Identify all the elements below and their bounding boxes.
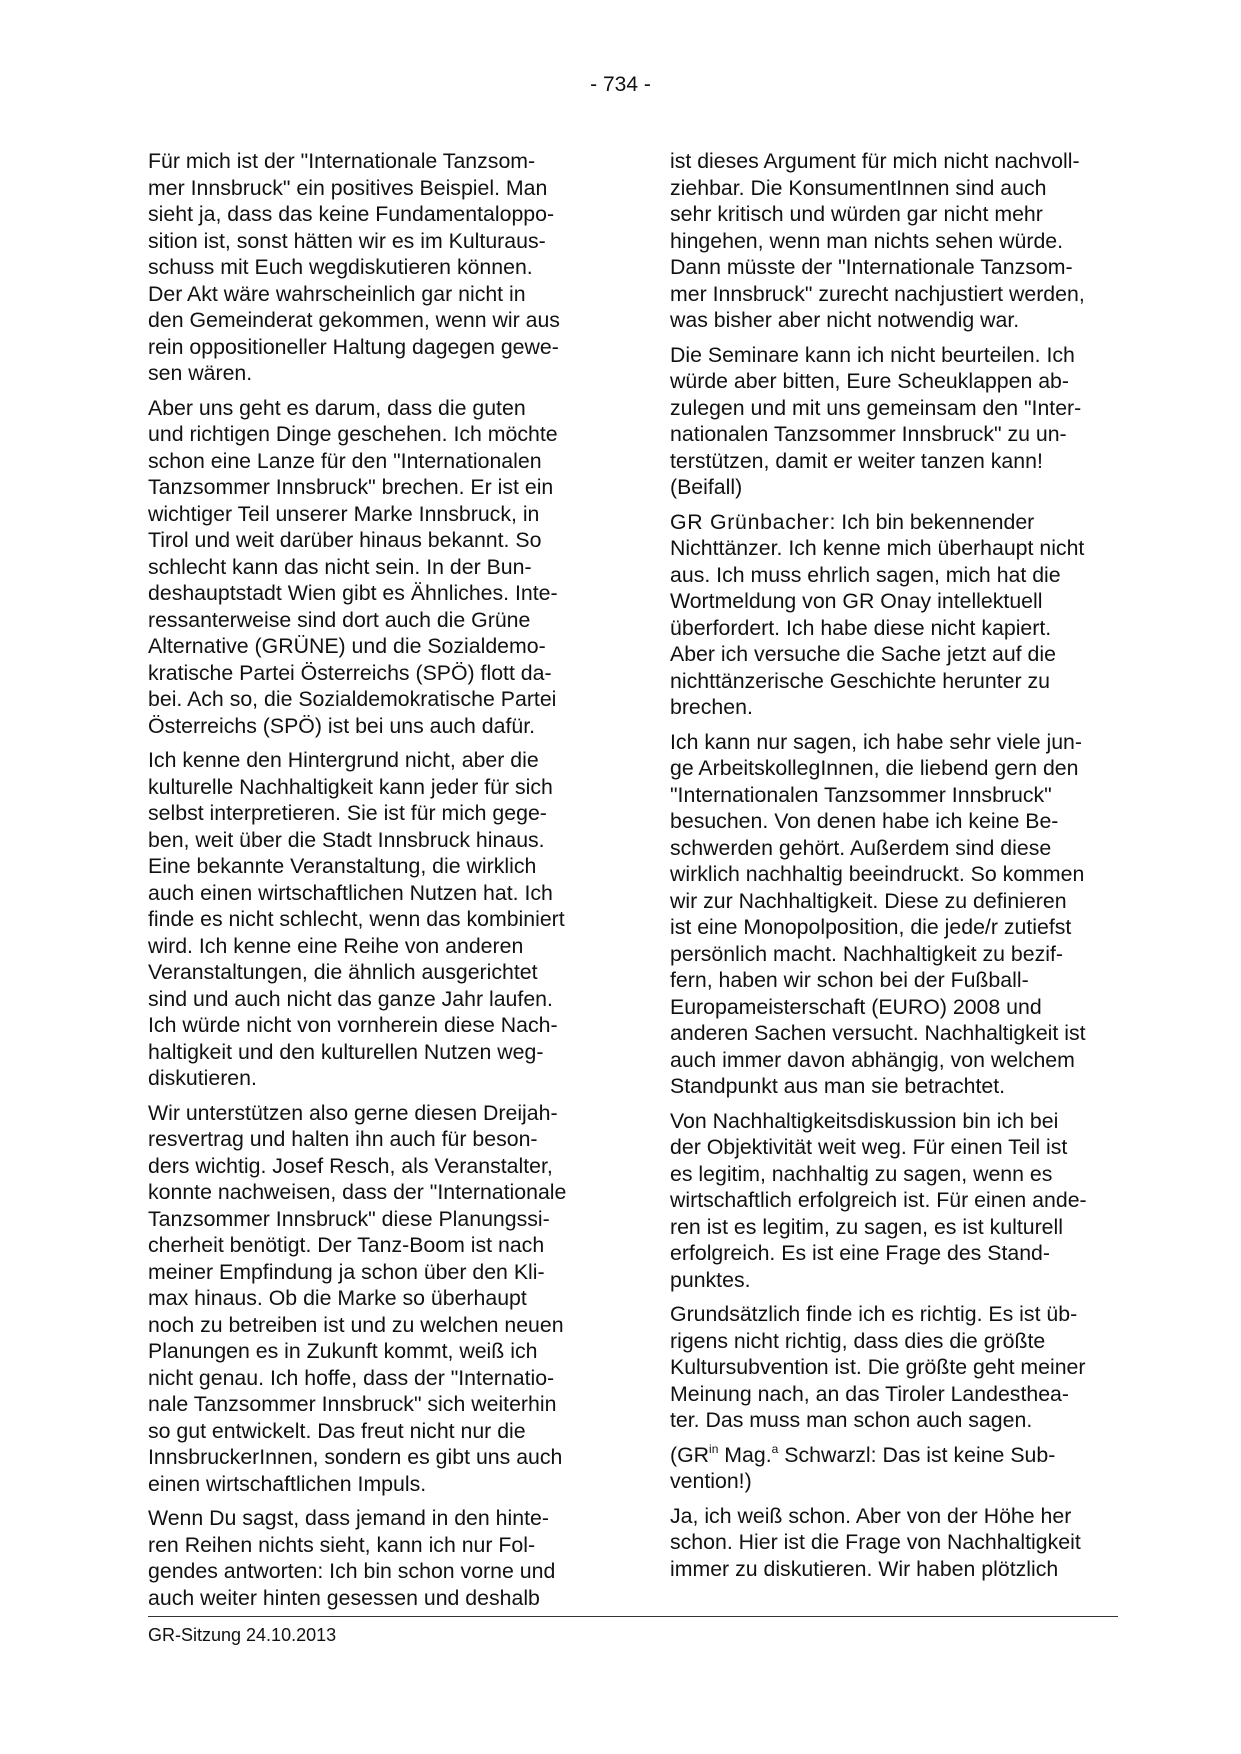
paragraph: ist dieses Argument für mich nicht nachvoll- ziehbar. Die KonsumentInnen sind auch sehr kritisch und würden gar nicht mehr hingehen, wenn man nichts sehen würde. Dann müsste der "Internationale Tanzsom- mer Innsbruck" zurecht nachjustiert werden, was bisher aber nicht notwendig war. — [670, 149, 1085, 332]
paragraph: Wenn Du sagst, dass jemand in den hinte- ren Reihen nichts sieht, kann ich nur Fol- gendes antworten: Ich bin schon vorne und auch weiter hinten gesessen und deshalb — [148, 1506, 556, 1610]
footer-text: GR-Sitzung 24.10.2013 — [148, 1625, 337, 1645]
paragraph: Aber uns geht es darum, dass die guten und richtigen Dinge geschehen. Ich möchte schon eine Lanze für den "Internationalen Tanzsommer Innsbruck" brechen. Er ist ein wichtiger Teil unserer Marke Innsbruck, in Tirol und weit darüber hinaus bekannt. So schlecht kann das nicht sein. In der Bun- deshauptstadt Wien gibt es Ähnliches. Inte- ressanterweise sind dort auch die Grüne Alternative (GRÜNE) und die Sozialdemo- kratische Partei Österreichs (SPÖ) flott da- bei. Ach so, die Sozialdemokratische Partei Österreichs (SPÖ) ist bei uns auch dafür. — [148, 395, 558, 738]
superscript: a — [771, 1441, 779, 1456]
interjection-open: (GR — [670, 1442, 710, 1467]
right-column — [670, 148, 1118, 1590]
paragraph: Ja, ich weiß schon. Aber von der Höhe her schon. Hier ist die Frage von Nachhaltigkeit immer zu diskutieren. Wir haben plötzlich — [670, 1503, 1081, 1581]
paragraph: Ich kann nur sagen, ich habe sehr viele jun- ge ArbeitskollegInnen, die liebend gern den "Internationalen Tanzsommer Innsbruck" besuchen. Von denen habe ich keine Be- schwerden gehört. Außerdem sind diese wirklich nachhaltig beeindruckt. So kommen wir zur Nachhaltigkeit. Diese zu definieren ist eine Monopolposition, die jede/r zutiefst persönlich macht. Nachhaltigkeit zu bezif- fern, haben wir schon bei der Fußball- Europameisterschaft (EURO) 2008 und anderen Sachen versucht. Nachhaltigkeit ist auch immer davon abhängig, von welchem Standpunkt aus man sie betrachtet. — [670, 729, 1086, 1098]
page-number: - 734 - — [590, 73, 651, 96]
speaker-text: : Ich bin bekennender Nichttänzer. Ich kenne mich überhaupt nicht aus. Ich muss ehrlich sagen, mich hat die Wortmeldung von GR Onay intellektuell überfordert. Ich habe diese nicht kapiert. Aber ich versuche die Sache jetzt auf die nichttänzerische Geschichte herunter zu brechen. — [670, 509, 1085, 719]
left-column — [148, 148, 596, 1619]
paragraph: Ich kenne den Hintergrund nicht, aber die kulturelle Nachhaltigkeit kann jeder für sich selbst interpretieren. Sie ist für mich gege- ben, weit über die Stadt Innsbruck hinaus. Eine bekannte Veranstaltung, die wirklich auch einen wirtschaftlichen Nutzen hat. Ich finde es nicht schlecht, wenn das kombiniert wird. Ich kenne eine Reihe von anderen Veranstaltungen, die ähnlich ausgerichtet sind und auch nicht das ganze Jahr laufen. Ich würde nicht von vornherein diese Nach- haltigkeit und den kulturellen Nutzen weg- diskutieren. — [148, 748, 565, 1090]
paragraph: Wir unterstützen also gerne diesen Dreijah- resvertrag und halten ihn auch für beson- ders wichtig. Josef Resch, als Veranstalter, konnte nachweisen, dass der "Internationale Tanzsommer Innsbruck" diese Planungssi- cherheit benötigt. Der Tanz-Boom ist nach meiner Empfindung ja schon über den Kli- max hinaus. Ob die Marke so überhaupt noch zu betreiben ist und zu welchen neuen Planungen es in Zukunft kommt, weiß ich nicht genau. Ich hoffe, dass der "Internatio- nale Tanzsommer Innsbruck" sich weiterhin so gut entwickelt. Das freut nicht nur die InnsbruckerInnen, sondern es gibt uns auch einen wirtschaftlichen Impuls. — [148, 1100, 567, 1496]
speaker-name: GR Grünbacher — [670, 509, 830, 534]
paragraph: Die Seminare kann ich nicht beurteilen. Ich würde aber bitten, Eure Scheuklappen ab- zulegen und mit uns gemeinsam den "Inter- nationalen Tanzsommer Innsbruck" zu un- terstützen, damit er weiter tanzen kann! (Beifall) — [670, 342, 1082, 499]
paragraph: Grundsätzlich finde ich es richtig. Es ist üb- rigens nicht richtig, dass dies die größte Kultursubvention ist. Die größte geht meiner Meinung nach, an das Tiroler Landesthea- ter. Das muss man schon auch sagen. — [670, 1302, 1086, 1432]
speaker-paragraph — [670, 509, 1118, 721]
interjection-paragraph — [670, 1442, 1118, 1495]
paragraph: Für mich ist der "Internationale Tanzsom- mer Innsbruck" ein positives Beispiel. Man sieht ja, dass das keine Fundamentaloppo- sition ist, sonst hätten wir es im Kulturaus- schuss mit Euch wegdiskutieren können. Der Akt wäre wahrscheinlich gar nicht in den Gemeinderat gekommen, wenn wir aus rein oppositioneller Haltung dagegen gewe- sen wären. — [148, 149, 560, 385]
interjection-title: Mag. — [718, 1442, 772, 1467]
interjection-text: Schwarzl: Das ist keine Sub- vention!) — [670, 1442, 1056, 1493]
paragraph: Von Nachhaltigkeitsdiskussion bin ich bei der Objektivität weit weg. Für einen Teil ist es legitim, nachhaltig zu sagen, wenn es wirtschaftlich erfolgreich ist. Für einen ande- ren ist es legitim, zu sagen, es ist kulturell erfolgreich. Es ist eine Frage des Stand- punktes. — [670, 1108, 1087, 1292]
footer-divider — [148, 1616, 1118, 1617]
superscript: in — [709, 1441, 719, 1456]
